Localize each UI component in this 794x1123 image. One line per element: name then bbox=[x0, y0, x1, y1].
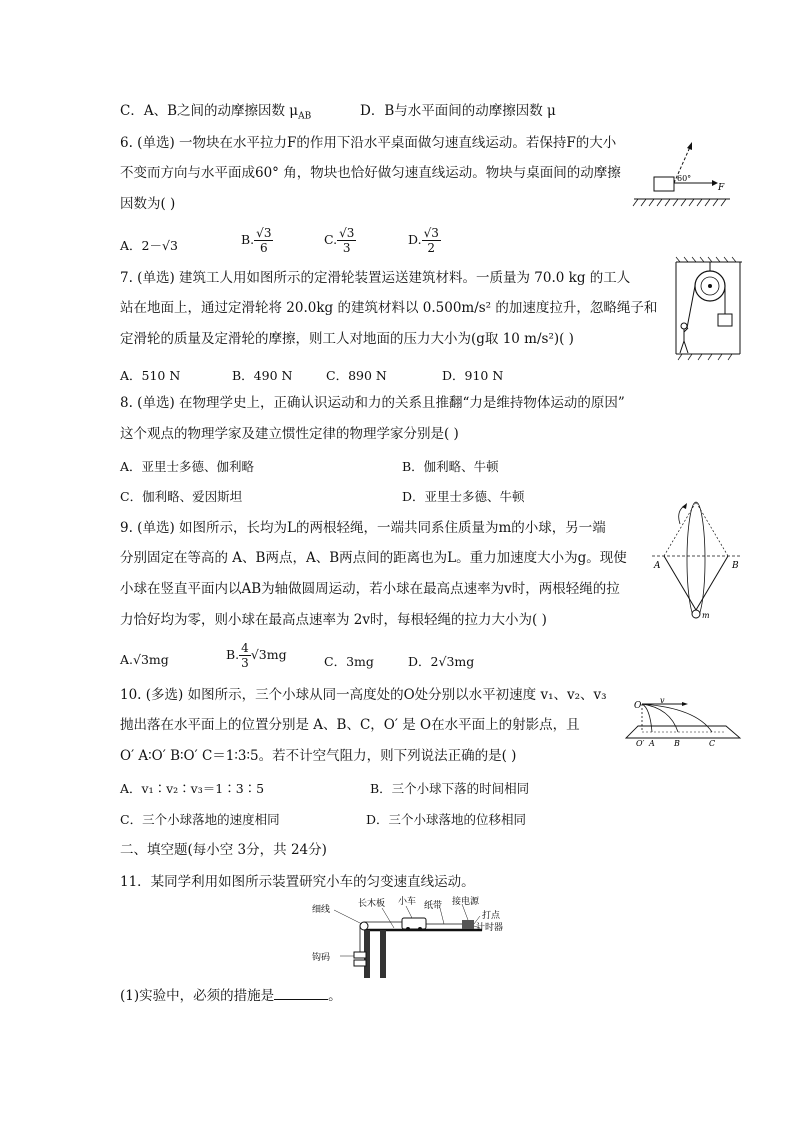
q11-label-weight: 钩码 bbox=[312, 953, 331, 963]
q7-option-c: C．890 N bbox=[326, 368, 387, 383]
section-title-fill-in: 二、填空题(每小空 3分，共 24分) bbox=[120, 842, 327, 858]
q9-option-a: A.√3mg bbox=[120, 652, 169, 667]
q11-label-power: 接电源 bbox=[452, 897, 480, 907]
q10-option-c: C．三个小球落地的速度相同 bbox=[120, 812, 280, 827]
q11-sub1: (1)实验中，必须的措施是 。 bbox=[120, 988, 342, 1004]
q6-option-a: A．2－√3 bbox=[120, 238, 178, 253]
q10-velocity-label: v bbox=[660, 696, 665, 705]
q8-option-a: A．亚里士多德、伽利略 bbox=[120, 459, 255, 474]
q7-option-a: A．510 N bbox=[120, 368, 181, 383]
q8-option-c: C．伽利略、爱因斯坦 bbox=[120, 489, 243, 504]
q10-option-a: A．v₁∶v₂∶v₃＝1∶3∶5 bbox=[120, 781, 265, 796]
q11-label-timer2: 计时器 bbox=[476, 923, 504, 933]
q9-point-b: B bbox=[732, 561, 739, 571]
q10-stem-line1: 10. (多选) 如图所示，三个小球从同一高度处的O处分别以水平初速度 v₁、v₂、v₃ bbox=[120, 687, 607, 703]
q9-option-b: B. $\frac{4}{3}$ √3mg bbox=[226, 641, 287, 670]
q5-option-d: D．B与水平面间的动摩擦因数 μ bbox=[360, 103, 556, 119]
q5-option-c: C．A、B之间的动摩擦因数 $\mu_{AB}$ bbox=[120, 103, 312, 122]
q9-stem-line2: 分别固定在等高的 A、B两点，A、B两点间的距离也为L。重力加速度大小为g。现使 bbox=[120, 550, 627, 566]
q10-stem-line2: 抛出落在水平面上的位置分别是 A、B、C，O′ 是 O在水平面上的射影点，且 bbox=[120, 717, 580, 733]
q9-rope-figure bbox=[650, 498, 746, 624]
q6-option-d: D. $\frac{√3}{2}$ bbox=[408, 226, 439, 255]
q9-stem-line3: 小球在竖直平面内以AB为轴做圆周运动，若小球在最高点速率为v时，两根轻绳的拉 bbox=[120, 581, 620, 597]
q10-projectile-figure bbox=[616, 694, 748, 748]
q8-stem-line1: 8. (单选) 在物理学史上，正确认识运动和力的关系且推翻“力是维持物体运动的原因” bbox=[120, 395, 625, 411]
q10-option-b: B．三个小球下落的时间相同 bbox=[370, 781, 530, 796]
q7-option-d: D．910 N bbox=[442, 368, 504, 383]
q11-apparatus-figure bbox=[304, 896, 516, 982]
q9-point-a: A bbox=[654, 561, 661, 571]
q11-sub1-blank[interactable] bbox=[274, 987, 328, 1000]
q10-point-c: C bbox=[709, 739, 716, 748]
q7-stem-line2: 站在地面上，通过定滑轮将 20.0kg 的建筑材料以 0.500m/s² 的加速度拉升，忽略绳子和 bbox=[120, 300, 658, 316]
q11-stem: 11．某同学利用如图所示装置研究小车的匀变速直线运动。 bbox=[120, 874, 475, 890]
q8-stem-line2: 这个观点的物理学家及建立惯性定律的物理学家分别是( ) bbox=[120, 426, 459, 442]
q9-option-d: D．2√3mg bbox=[408, 654, 475, 669]
q9-stem-line4: 力恰好均为零，则小球在最高点速率为 2v时，每根轻绳的拉力大小为( ) bbox=[120, 612, 547, 628]
q6-block-figure bbox=[632, 133, 732, 211]
q10-point-a: A bbox=[649, 739, 655, 748]
q9-stem-line1: 9. (单选) 如图所示，长均为L的两根轻绳，一端共同系住质量为m的小球，另一端 bbox=[120, 520, 606, 536]
q8-option-d: D．亚里士多德、牛顿 bbox=[402, 489, 525, 504]
q8-option-b: B．伽利略、牛顿 bbox=[402, 459, 499, 474]
q7-stem-line3: 定滑轮的质量及定滑轮的摩擦，则工人对地面的压力大小为(g取 10 m/s²)( ) bbox=[120, 331, 574, 347]
q7-pulley-figure bbox=[672, 256, 744, 362]
q11-label-timer1: 打点 bbox=[482, 911, 501, 921]
q11-label-board: 长木板 bbox=[358, 899, 386, 909]
q7-option-b: B．490 N bbox=[232, 368, 293, 383]
q6-stem-line2: 不变而方向与水平面成60° 角，物块也恰好做匀速直线运动。物块与桌面间的动摩擦 bbox=[120, 165, 621, 181]
q10-point-o-prime: O′ bbox=[636, 739, 645, 748]
q9-option-c: C．3mg bbox=[324, 654, 374, 669]
q10-point-b: B bbox=[674, 739, 680, 748]
q6-force-label: F bbox=[718, 183, 725, 193]
q9-mass-label: m bbox=[702, 611, 710, 620]
q6-stem-line3: 因数为( ) bbox=[120, 196, 176, 212]
q7-stem-line1: 7. (单选) 建筑工人用如图所示的定滑轮装置运送建筑材料。一质量为 70.0 kg 的工人 bbox=[120, 270, 631, 286]
q11-label-tape: 纸带 bbox=[424, 901, 443, 911]
q6-stem-line1: 6. (单选) 一物块在水平拉力F的作用下沿水平桌面做匀速直线运动。若保持F的大小 bbox=[120, 135, 617, 151]
q6-angle-label: 60° bbox=[677, 174, 692, 183]
q11-label-cart: 小车 bbox=[398, 897, 417, 907]
q10-stem-line3: O′ A∶O′ B∶O′ C＝1∶3∶5。若不计空气阻力，则下列说法正确的是( ) bbox=[120, 748, 517, 764]
q10-option-d: D．三个小球落地的位移相同 bbox=[366, 812, 527, 827]
q6-option-c: C. $\frac{√3}{3}$ bbox=[324, 226, 355, 255]
q10-point-o: O bbox=[634, 701, 642, 711]
q11-label-string: 细线 bbox=[312, 905, 331, 915]
q6-option-b: B. $\frac{√3}{6}$ bbox=[241, 226, 272, 255]
